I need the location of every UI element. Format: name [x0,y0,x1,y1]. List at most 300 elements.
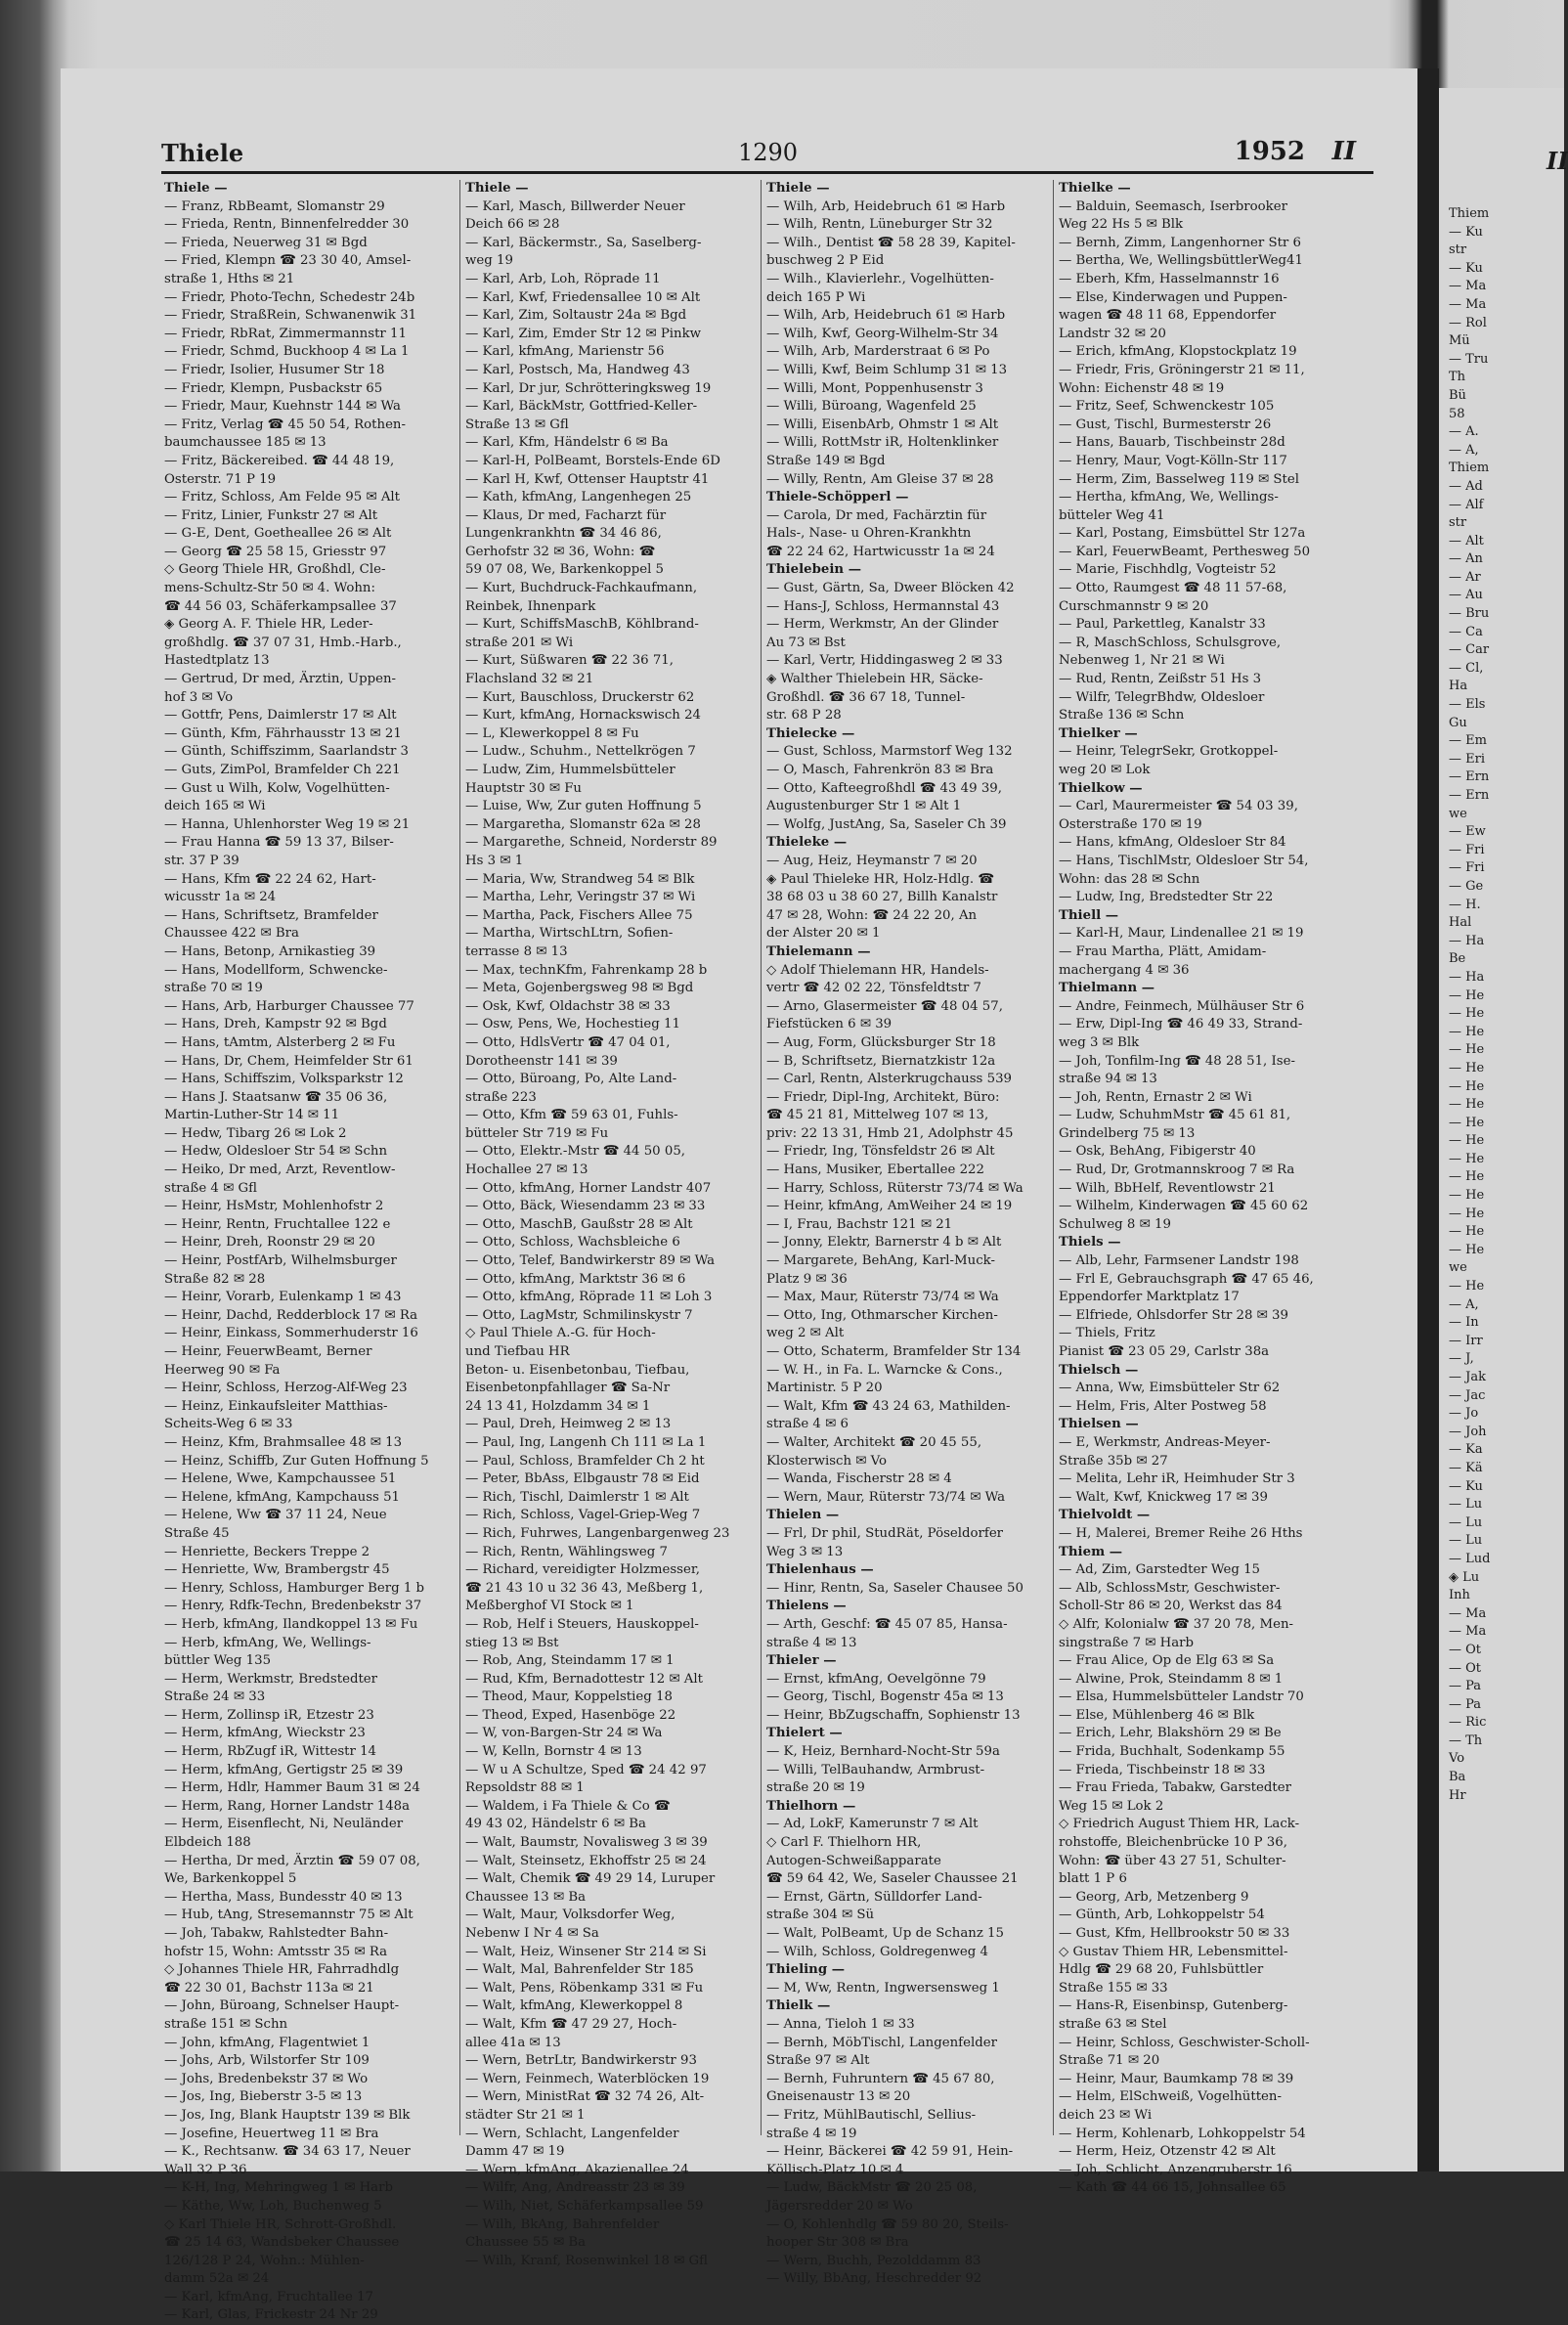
directory-entry-line: — John, Büroang, Schnelser Haupt- [164,1998,400,2014]
directory-entry-line: — Walt, Kfm ☎ 47 29 27, Hoch- [465,2016,677,2032]
directory-entry-line: — Ern [1449,788,1490,803]
directory-entry-line: straße 201 ✉ Wi [465,635,574,650]
directory-entry-line: — Margaretha, Slomanstr 62a ✉ 28 [465,816,701,832]
directory-entry-line: — Henry, Schloss, Hamburger Berg 1 b [164,1580,425,1596]
directory-entry-line: — A. [1449,424,1479,440]
directory-entry-line: Hals-, Nase- u Ohren-Krankhtn [766,526,972,542]
directory-entry-line: — Joh, Tabakw, Rahlstedter Bahn- [164,1926,389,1941]
directory-entry-line: machergang 4 ✉ 36 [1059,962,1190,978]
directory-entry-line: — Kurt, Buchdruck-Fachkaufmann, [465,581,698,596]
directory-entry-line: ☎ 22 30 01, Bachstr 113a ✉ 21 [164,1980,374,1996]
directory-entry-line: Eisenbetonpfahllager ☎ Sa-Nr [465,1381,671,1396]
directory-entry-line: — Max, Maur, Rüterstr 73/74 ✉ Wa [766,1290,999,1305]
directory-entry-line: — Andre, Feinmech, Mülhäuser Str 6 [1059,998,1305,1014]
directory-entry-line: Flachsland 32 ✉ 21 [465,672,594,687]
directory-entry-line: Thieling — [766,1962,846,1978]
directory-entry-line: ◈ Lu [1449,1569,1480,1585]
directory-entry-line: Straße 136 ✉ Schn [1059,708,1185,724]
directory-entry-line: — Osw, Pens, We, Hochestieg 11 [465,1017,680,1032]
directory-entry-line: Wohn: Eichenstr 48 ✉ 19 [1059,380,1225,396]
directory-entry-line: — Herm, Kohlenarb, Lohkoppelstr 54 [1059,2126,1306,2141]
directory-entry-line: — Otto, Ing, Othmarscher Kirchen- [766,1307,998,1323]
directory-entry-line: — Herm, Werkmstr, An der Glinder [766,617,999,633]
directory-entry-line: — Karl, Kwf, Friedensallee 10 ✉ Alt [465,289,701,305]
directory-entry-line: — Ka [1449,1442,1483,1458]
directory-entry-line: — Günth, Schiffszimm, Saarlandstr 3 [164,744,409,760]
directory-entry-line: — Karl, Arb, Loh, Röprade 11 [465,271,661,286]
directory-entry-line: — Walter, Architekt ☎ 20 45 55, [766,1434,982,1450]
directory-entry-line: — Hans, Musiker, Ebertallee 222 [766,1162,984,1178]
directory-entry-line: — Heinz, Schiffb, Zur Guten Hoffnung 5 [164,1453,429,1469]
directory-entry-line: — Hans, Dr, Chem, Heimfelder Str 61 [164,1053,414,1069]
directory-entry-line: — Alf [1449,497,1484,512]
directory-entry-line: — Ha [1449,933,1485,948]
directory-entry-line: — W u A Schultze, Sped ☎ 24 42 97 [465,1762,707,1777]
directory-entry-line: — Herm, kfmAng, Wieckstr 23 [164,1726,366,1741]
directory-entry-line: — Carl, Maurermeister ☎ 54 03 39, [1059,799,1298,814]
directory-entry-line: — Herm, Zim, Basselweg 119 ✉ Stel [1059,471,1299,487]
directory-entry-line: — Wolfg, JustAng, Sa, Saseler Ch 39 [766,816,1007,832]
directory-entry-line: — Jonny, Elektr, Barnerstr 4 b ✉ Alt [766,1235,1002,1250]
directory-entry-line: — Ern [1449,769,1490,785]
directory-entry-line: — Frau Alice, Op de Elg 63 ✉ Sa [1059,1653,1275,1669]
directory-entry-line: ◇ Gustav Thiem HR, Lebensmittel- [1059,1944,1288,1959]
directory-entry-line: Straße 97 ✉ Alt [766,2053,870,2069]
directory-entry-line: 47 ✉ 28, Wohn: ☎ 24 22 20, An [766,907,978,923]
directory-entry-line: — Wern, MinistRat ☎ 32 74 26, Alt- [465,2089,705,2105]
directory-entry-line: — Ma [1449,1605,1487,1621]
directory-entry-line: str. 68 P 28 [766,708,842,724]
directory-entry-line: Au 73 ✉ Bst [766,635,846,650]
directory-entry-line: — Theod, Exped, Hasenböge 22 [465,1707,676,1723]
directory-entry-line: Heerweg 90 ✉ Fa [164,1362,281,1378]
directory-entry-line: mens-Schultz-Str 50 ✉ 4. Wohn: [164,581,375,596]
directory-entry-line: — Heinz, Einkaufsleiter Matthias- [164,1398,388,1414]
directory-entry-line: — Otto, LagMstr, Schmilinskystr 7 [465,1307,693,1323]
directory-entry-line: — Otto, MaschB, Gaußstr 28 ✉ Alt [465,1216,693,1232]
directory-entry-line: — Heinr, Vorarb, Eulenkamp 1 ✉ 43 [164,1290,402,1305]
directory-entry-line: Elbdeich 188 [164,1835,251,1851]
directory-entry-line: — He [1449,1042,1485,1058]
directory-entry-line: Hdlg ☎ 29 68 20, Fuhlsbüttler [1059,1962,1264,1978]
directory-entry-line: — Rich, Fuhrwes, Langenbargenweg 23 [465,1525,730,1541]
directory-entry-line: Thielmann — [1059,981,1155,996]
directory-entry-line: — Hertha, kfmAng, We, Wellings- [1059,490,1279,505]
directory-entry-line: — Gertrud, Dr med, Ärztin, Uppen- [164,672,397,687]
directory-entry-line: — Friedr, Dipl-Ing, Architekt, Büro: [766,1089,1000,1105]
directory-entry-line: — Fritz, MühlBautischl, Sellius- [766,2107,977,2123]
directory-entry-line: Thielker — [1059,725,1138,741]
page-header [161,127,1373,174]
directory-entry-line: — Aug, Form, Glücksburger Str 18 [766,1034,996,1050]
directory-entry-line: — Hanna, Uhlenhorster Weg 19 ✉ 21 [164,816,411,832]
directory-entry-line: str. 37 P 39 [164,853,240,868]
directory-entry-line: — Rob, Ang, Steindamm 17 ✉ 1 [465,1653,675,1669]
directory-entry-line: — Ric [1449,1715,1487,1731]
directory-entry-line: — Herm, Heiz, Otzenstr 42 ✉ Alt [1059,2144,1276,2160]
directory-entry-line: — Bernh, Zimm, Langenhorner Str 6 [1059,235,1301,250]
column-divider [1053,180,1054,2135]
directory-entry-line: — Ot [1449,1660,1482,1676]
directory-entry-line: buschweg 2 P Eid [766,253,885,269]
directory-entry-line: — Ernst, kfmAng, Oevelgönne 79 [766,1671,986,1687]
directory-entry-line: — Bertha, We, WellingsbüttlerWeg41 [1059,253,1303,269]
directory-entry-line: Martinistr. 5 P 20 [766,1381,883,1396]
column-divider [761,180,762,2135]
directory-entry-line: — Hans-J, Schloss, Hermannstal 43 [766,598,1000,614]
directory-entry-line: Straße 71 ✉ 20 [1059,2053,1160,2069]
directory-entry-line: Dorotheenstr 141 ✉ 39 [465,1053,618,1069]
directory-entry-line: — Gust, Gärtn, Sa, Dweer Blöcken 42 [766,581,1015,596]
directory-entry-line: allee 41a ✉ 13 [465,2035,561,2050]
directory-entry-line: — Lu [1449,1497,1483,1513]
directory-entry-line: — Ma [1449,279,1487,294]
directory-entry-line: str [1449,242,1467,258]
directory-entry-line: — Gottfr, Pens, Daimlerstr 17 ✉ Alt [164,708,397,724]
directory-entry-line: — Walt, Maur, Volksdorfer Weg, [465,1908,675,1923]
directory-entry-line: — Wanda, Fischerstr 28 ✉ 4 [766,1471,952,1487]
directory-entry-line: — Paul, Ing, Langenh Ch 111 ✉ La 1 [465,1434,707,1450]
directory-entry-line: — He [1449,1006,1485,1022]
directory-entry-line: — Heinr, Maur, Baumkamp 78 ✉ 39 [1059,2071,1294,2086]
directory-entry-line: Thiele — [465,181,529,196]
directory-entry-line: — Friedr, Maur, Kuehnstr 144 ✉ Wa [164,399,401,415]
directory-entry-line: — Wern, Feinmech, Waterblöcken 19 [465,2071,710,2086]
directory-entry-line: — Henry, Maur, Vogt-Kölln-Str 117 [1059,453,1287,468]
directory-entry-line: — O, Kohlenhdlg ☎ 59 80 20, Steils- [766,2216,1009,2232]
directory-entry-line: 38 68 03 u 38 60 27, Billh Kanalstr [766,890,998,905]
directory-entry-line: Be [1449,951,1466,967]
directory-entry-line: — Else, Mühlenberg 46 ✉ Blk [1059,1707,1255,1723]
directory-entry-line: — Günth, Arb, Lohkoppelstr 54 [1059,1908,1265,1923]
directory-entry-line: Thielvoldt — [1059,1508,1151,1523]
directory-entry-line: städter Str 21 ✉ 1 [465,2107,586,2123]
directory-entry-line: — Kath ☎ 44 66 15, Johnsallee 65 [1059,2180,1286,2196]
directory-entry-line: stieg 13 ✉ Bst [465,1635,559,1650]
header-year: 1952 [1234,137,1305,166]
directory-entry-line: — H, Malerei, Bremer Reihe 26 Hths [1059,1525,1303,1541]
directory-entry-line: — Hedw, Tibarg 26 ✉ Lok 2 [164,1125,347,1141]
header-volume: II [1331,137,1356,166]
directory-entry-line: Chaussee 422 ✉ Bra [164,926,299,942]
directory-entry-line: — Eri [1449,751,1485,767]
directory-entry-line: — Ludw., Schuhm., Nettelkrögen 7 [465,744,696,760]
directory-entry-line: — Hans, Modellform, Schwencke- [164,962,388,978]
directory-entry-line: — Carola, Dr med, Fachärztin für [766,507,987,523]
directory-entry-line: — G-E, Dent, Goetheallee 26 ✉ Alt [164,526,392,542]
directory-entry-line: — Anna, Tieloh 1 ✉ 33 [766,2016,915,2032]
directory-entry-line: — Joh, Schlicht, Anzengruberstr 16 [1059,2162,1292,2177]
directory-entry-line: — Arno, Glasermeister ☎ 48 04 57, [766,998,1003,1014]
directory-entry-line: — Rich, Tischl, Daimlerstr 1 ✉ Alt [465,1489,689,1505]
directory-entry-line: — Joh [1449,1424,1487,1439]
directory-entry-line: — Walt, Mal, Bahrenfelder Str 185 [465,1962,694,1978]
directory-entry-line: — K., Rechtsanw. ☎ 34 63 17, Neuer [164,2144,411,2160]
directory-entry-line: — An [1449,551,1483,567]
directory-entry-line: — Jac [1449,1387,1486,1403]
directory-entry-line: — Heinz, Kfm, Brahmsallee 48 ✉ 13 [164,1434,403,1450]
directory-entry-line: büttler Weg 135 [164,1653,272,1669]
directory-entry-line: und Tiefbau HR [465,1344,570,1359]
directory-entry-line: — He [1449,1224,1485,1240]
directory-entry-line: bütteler Str 719 ✉ Fu [465,1125,609,1141]
directory-entry-line: — Max, technKfm, Fahrenkamp 28 b [465,962,708,978]
directory-entry-line: — Alwine, Prok, Steindamm 8 ✉ 1 [1059,1671,1284,1687]
directory-entry-line: — Fritz, Bäckereibed. ☎ 44 48 19, [164,453,395,468]
directory-entry-line: — Kurt, kfmAng, Hornackswisch 24 [465,708,701,724]
directory-entry-line: — Josefine, Heuertweg 11 ✉ Bra [164,2126,379,2141]
directory-entry-line: — Pa [1449,1696,1482,1712]
directory-entry-line: — Kurt, SchiffsMaschB, Köhlbrand- [465,617,699,633]
directory-entry-line: Thiem [1449,206,1490,221]
directory-entry-line: 126/128 P 24, Wohn.: Mühlen- [164,2253,365,2268]
directory-entry-line: Thieleke — [766,835,848,851]
directory-entry-line: — Frieda, Rentn, Binnenfelredder 30 [164,217,410,233]
directory-entry-line: — He [1449,1279,1485,1294]
directory-entry-line: Nebenw I Nr 4 ✉ Sa [465,1926,599,1941]
directory-entry-line: 58 [1449,406,1465,421]
directory-entry-line: — Hedw, Oldesloer Str 54 ✉ Schn [164,1144,388,1160]
directory-entry-line: — Georg ☎ 25 58 15, Griesstr 97 [164,544,387,559]
directory-entry-line: — Harry, Schloss, Rüterstr 73/74 ✉ Wa [766,1180,1024,1196]
directory-entry-line: — Thiels, Fritz [1059,1326,1155,1341]
directory-entry-line: Thielk — [766,1998,831,2014]
directory-entry-line: We, Barkenkoppel 5 [164,1871,297,1887]
directory-entry-line: — Willi, Mont, Poppenhusenstr 3 [766,380,983,396]
directory-entry-line: — Wilh, Kranf, Rosenwinkel 18 ✉ Gfl [465,2253,709,2268]
directory-column-2 [465,180,751,2268]
directory-entry-line: ◇ Georg Thiele HR, Großhdl, Cle- [164,562,386,578]
directory-entry-line: — Ludw, Ing, Bredstedter Str 22 [1059,890,1274,905]
directory-entry-line: — Käthe, Ww, Loh, Buchenweg 5 [164,2198,382,2214]
directory-entry-line: — Wern, BetrLtr, Bandwirkerstr 93 [465,2053,697,2069]
directory-entry-line: — Ad [1449,478,1483,494]
directory-entry-line: — Anna, Ww, Eimsbütteler Str 62 [1059,1381,1281,1396]
directory-entry-line: — Alt [1449,533,1484,548]
directory-entry-line: — Erw, Dipl-Ing ☎ 46 49 33, Strand- [1059,1017,1303,1032]
directory-entry-line: — Ad, Zim, Garstedter Weg 15 [1059,1562,1261,1578]
directory-entry-line: we [1449,1260,1467,1276]
directory-entry-line: — Johs, Bredenbekstr 37 ✉ Wo [164,2071,369,2086]
directory-entry-line: 24 13 41, Holzdamm 34 ✉ 1 [465,1398,651,1414]
directory-entry-line: Thielsch — [1059,1362,1139,1378]
directory-entry-line: — Friedr, Klempn, Pusbackstr 65 [164,380,383,396]
directory-entry-line: — Kath, kfmAng, Langenhegen 25 [465,490,692,505]
directory-entry-line: — W, Kelln, Bornstr 4 ✉ 13 [465,1744,642,1760]
directory-entry-line: — Ge [1449,878,1484,894]
directory-entry-line: deich 23 ✉ Wi [1059,2107,1153,2123]
directory-entry-line: — Walt, kfmAng, Klewerkoppel 8 [465,1998,683,2014]
directory-entry-line: — He [1449,987,1485,1003]
directory-entry-line: — Elsa, Hummelsbütteler Landstr 70 [1059,1689,1304,1705]
directory-entry-line: baumchaussee 185 ✉ 13 [164,435,327,451]
directory-entry-line: Jägersredder 20 ✉ Wo [766,2198,913,2214]
directory-entry-line: — Kurt, Bauschloss, Druckerstr 62 [465,689,695,705]
directory-entry-line: Scholl-Str 86 ✉ 20, Werkst das 84 [1059,1599,1283,1614]
directory-entry-line: Straße 82 ✉ 28 [164,1271,266,1287]
directory-entry-line: — Gust, Kfm, Hellbrookstr 50 ✉ 33 [1059,1926,1290,1941]
directory-entry-line: — Hinr, Rentn, Sa, Saseler Chausee 50 [766,1580,1024,1596]
directory-entry-line: Wohn: ☎ über 43 27 51, Schulter- [1059,1853,1286,1868]
directory-entry-line: — Fritz, Seef, Schwenckestr 105 [1059,399,1275,415]
directory-entry-line: — Walt, Steinsetz, Ekhoffstr 25 ✉ 24 [465,1853,707,1868]
directory-entry-line: — Wilh, Niet, Schäferkampsallee 59 [465,2198,704,2214]
directory-entry-line: — Luise, Ww, Zur guten Hoffnung 5 [465,799,702,814]
directory-entry-line: — Richard, vereidigter Holzmesser, [465,1562,700,1578]
directory-entry-line: Weg 22 Hs 5 ✉ Blk [1059,217,1184,233]
directory-entry-line: Grindelberg 75 ✉ 13 [1059,1125,1196,1141]
directory-entry-line: straße 4 ✉ 19 [766,2126,857,2141]
directory-entry-line: — Ew [1449,824,1486,840]
directory-entry-line: rohstoffe, Bleichenbrücke 10 P 36, [1059,1835,1287,1851]
directory-entry-line: Thielenhaus — [766,1562,874,1578]
directory-entry-line: — Friedr, Fris, Gröningerstr 21 ✉ 11, [1059,362,1305,377]
directory-entry-line: — Franz, RbBeamt, Slomanstr 29 [164,198,385,214]
directory-entry-line: — Wilh, Arb, Heidebruch 61 ✉ Harb [766,308,1006,324]
directory-entry-line: — Willi, Büroang, Wagenfeld 25 [766,399,977,415]
directory-entry-line: — He [1449,1078,1485,1094]
directory-entry-line: — Hans, Schriftsetz, Bramfelder [164,907,378,923]
directory-entry-line: — Ku [1449,224,1483,240]
directory-entry-line: — B, Schriftsetz, Biernatzkistr 12a [766,1053,996,1069]
directory-entry-line: — Elfriede, Ohlsdorfer Str 28 ✉ 39 [1059,1307,1288,1323]
directory-entry-line: — Meta, Gojenbergsweg 98 ✉ Bgd [465,981,694,996]
directory-entry-line: ☎ 44 56 03, Schäferkampsallee 37 [164,598,397,614]
directory-entry-line: — Herm, kfmAng, Gertigstr 25 ✉ 39 [164,1762,404,1777]
directory-entry-line: — He [1449,1206,1485,1221]
directory-entry-line: — Karl, Postsch, Ma, Handweg 43 [465,362,690,377]
directory-entry-line: — Otto, Elektr.-Mstr ☎ 44 50 05, [465,1144,686,1160]
directory-entry-line: — Ludw, SchuhmMstr ☎ 45 61 81, [1059,1108,1291,1123]
directory-entry-line: Ba [1449,1770,1466,1785]
directory-entry-line: — Willy, BbAng, Heschredder 92 [766,2271,982,2287]
directory-entry-line: — Helene, Wwe, Kampchaussee 51 [164,1471,397,1487]
directory-entry-line: — He [1449,1169,1485,1185]
directory-entry-line: — Karl, Glas, Frickestr 24 Nr 29 [164,2307,378,2323]
directory-entry-line: — Margarete, BehAng, Karl-Muck- [766,1253,995,1269]
directory-entry-line: — Erich, kfmAng, Klopstockplatz 19 [1059,344,1297,360]
directory-entry-line: — He [1449,1188,1485,1204]
directory-entry-line: — Herb, kfmAng, We, Wellings- [164,1635,371,1650]
directory-entry-line: — Ludw, BäckMstr ☎ 20 25 08, [766,2180,978,2196]
right-page-header: II [1546,147,1568,175]
directory-entry-line: — Helm, ElSchweiß, Vogelhütten- [1059,2089,1282,2105]
directory-entry-line: — Heiko, Dr med, Arzt, Reventlow- [164,1162,396,1178]
directory-entry-line: — Kä [1449,1460,1483,1475]
directory-entry-line: Pianist ☎ 23 05 29, Carlstr 38a [1059,1344,1270,1359]
directory-entry-line: — Bru [1449,606,1490,622]
directory-entry-line: — Cl, [1449,660,1484,676]
directory-entry-line: Scheits-Weg 6 ✉ 33 [164,1417,293,1432]
directory-entry-line: — W, von-Bargen-Str 24 ✉ Wa [465,1726,663,1741]
directory-entry-line: Chaussee 55 ✉ Ba [465,2235,587,2251]
directory-entry-line: — Georg, Arb, Metzenberg 9 [1059,1889,1249,1905]
directory-entry-line: — Hans, Kfm ☎ 22 24 62, Hart- [164,871,376,887]
directory-entry-line: — Karl, FeuerwBeamt, Perthesweg 50 [1059,544,1311,559]
directory-entry-line: — Helene, Ww ☎ 37 11 24, Neue [164,1508,387,1523]
directory-entry-line: Osterstraße 170 ✉ 19 [1059,816,1202,832]
directory-entry-line: — Karl, kfmAng, Fruchtallee 17 [164,2289,373,2304]
directory-entry-line: — Ma [1449,296,1487,312]
directory-entry-line: — J, [1449,1351,1474,1367]
directory-entry-line: straße 4 ✉ Gfl [164,1180,257,1196]
directory-entry-line: Curschmannstr 9 ✉ 20 [1059,598,1209,614]
directory-entry-line: — Th [1449,1733,1483,1748]
directory-entry-line: — Friedr, Ing, Tönsfeldstr 26 ✉ Alt [766,1144,995,1160]
directory-entry-line: — Otto, kfmAng, Röprade 11 ✉ Loh 3 [465,1290,713,1305]
directory-entry-line: — Rud, Kfm, Bernadottestr 12 ✉ Alt [465,1671,704,1687]
directory-entry-line: Hauptstr 30 ✉ Fu [465,780,582,796]
directory-entry-line: — Herm, RbZugf iR, Wittestr 14 [164,1744,377,1760]
right-page-edge [1439,88,1568,2171]
directory-entry-line: — Wilfr, TelegrBhdw, Oldesloer [1059,689,1265,705]
directory-entry-line: vertr ☎ 42 02 22, Tönsfeldtstr 7 [766,981,981,996]
directory-entry-line: — Wilh., Dentist ☎ 58 28 39, Kapitel- [766,235,1016,250]
directory-entry-line: ◇ Friedrich August Thiem HR, Lack- [1059,1817,1300,1832]
directory-entry-line: Schulweg 8 ✉ 19 [1059,1216,1171,1232]
page-number: 1290 [738,139,799,166]
directory-entry-line: — Ot [1449,1642,1482,1657]
directory-entry-line: — Otto, Raumgest ☎ 48 11 57-68, [1059,581,1287,596]
directory-entry-line: — Wilh, Arb, Heidebruch 61 ✉ Harb [766,198,1006,214]
directory-entry-line: weg 19 [465,253,513,269]
directory-entry-line: Wohn: das 28 ✉ Schn [1059,871,1200,887]
directory-entry-line: Thiele-Schöpperl — [766,490,909,505]
directory-entry-line: ☎ 25 14 63, Wandsbeker Chaussee [164,2235,400,2251]
directory-entry-line: Beton- u. Eisenbetonbau, Tiefbau, [465,1362,690,1378]
directory-entry-line: deich 165 ✉ Wi [164,799,266,814]
directory-entry-line: — Frau Martha, Plätt, Amidam- [1059,943,1267,959]
directory-entry-line: — Herm, Zollinsp iR, Etzestr 23 [164,1707,374,1723]
directory-entry-line: — Heinr, BbZugschaffn, Sophienstr 13 [766,1707,1021,1723]
directory-entry-line: hooper Str 308 ✉ Bra [766,2235,909,2251]
directory-entry-line: — Paul, Schloss, Bramfelder Ch 2 ht [465,1453,705,1469]
directory-entry-line: — Karl, Kfm, Händelstr 6 ✉ Ba [465,435,669,451]
directory-entry-line: — Wern, Buchh, Pezolddamm 83 [766,2253,981,2268]
directory-entry-line: — Hans, Dreh, Kampstr 92 ✉ Bgd [164,1017,387,1032]
directory-entry-line: — Karl, Masch, Billwerder Neuer [465,198,685,214]
directory-entry-line: — Car [1449,642,1490,658]
directory-entry-line: — Willi, TelBauhandw, Armbrust- [766,1762,985,1777]
directory-entry-line: — Joh, Rentn, Ernastr 2 ✉ Wi [1059,1089,1252,1105]
directory-entry-line: — Karl H, Kwf, Ottenser Hauptstr 41 [465,471,710,487]
directory-entry-line: ◇ Adolf Thielemann HR, Handels- [766,962,989,978]
directory-entry-line: — Günth, Kfm, Fährhausstr 13 ✉ 21 [164,725,402,741]
directory-entry-line: — Maria, Ww, Strandweg 54 ✉ Blk [465,871,695,887]
directory-entry-line: — M, Ww, Rentn, Ingwersensweg 1 [766,1980,1000,1996]
directory-entry-line: — Ludw, Zim, Hummelsbütteler [465,763,675,777]
directory-entry-line: — Margarethe, Schneid, Norderstr 89 [465,835,718,851]
directory-entry-line: ◈ Georg A. F. Thiele HR, Leder- [164,617,373,633]
directory-entry-line: — Karl-H, Maur, Lindenallee 21 ✉ 19 [1059,926,1304,942]
directory-entry-line: — Tru [1449,351,1489,367]
directory-entry-line: — Rud, Dr, Grotmannskroog 7 ✉ Ra [1059,1162,1295,1178]
directory-entry-line: — Willi, EisenbArb, Ohmstr 1 ✉ Alt [766,417,999,432]
directory-entry-line: — Heinr, Einkass, Sommerhuderstr 16 [164,1326,418,1341]
directory-entry-line: — Rich, Schloss, Vagel-Griep-Weg 7 [465,1508,701,1523]
directory-entry-line: Thiels — [1059,1235,1121,1250]
directory-entry-line: — Frau Hanna ☎ 59 13 37, Bilser- [164,835,394,851]
directory-entry-line: ☎ 59 64 42, We, Saseler Chaussee 21 [766,1871,1019,1887]
directory-entry-line: — Gust u Wilh, Kolw, Vogelhütten- [164,780,390,796]
directory-entry-line: Straße 13 ✉ Gfl [465,417,569,432]
directory-entry-line: Gu [1449,715,1467,730]
directory-entry-line: — Heinr, Bäckerei ☎ 42 59 91, Hein- [766,2144,1014,2160]
directory-entry-line: — Hans, TischlMstr, Oldesloer Str 54, [1059,853,1309,868]
directory-entry-line: — Ku [1449,1478,1483,1494]
directory-entry-line: Thielke — [1059,181,1131,196]
directory-entry-line: ◇ Paul Thiele A.-G. für Hoch- [465,1326,656,1341]
